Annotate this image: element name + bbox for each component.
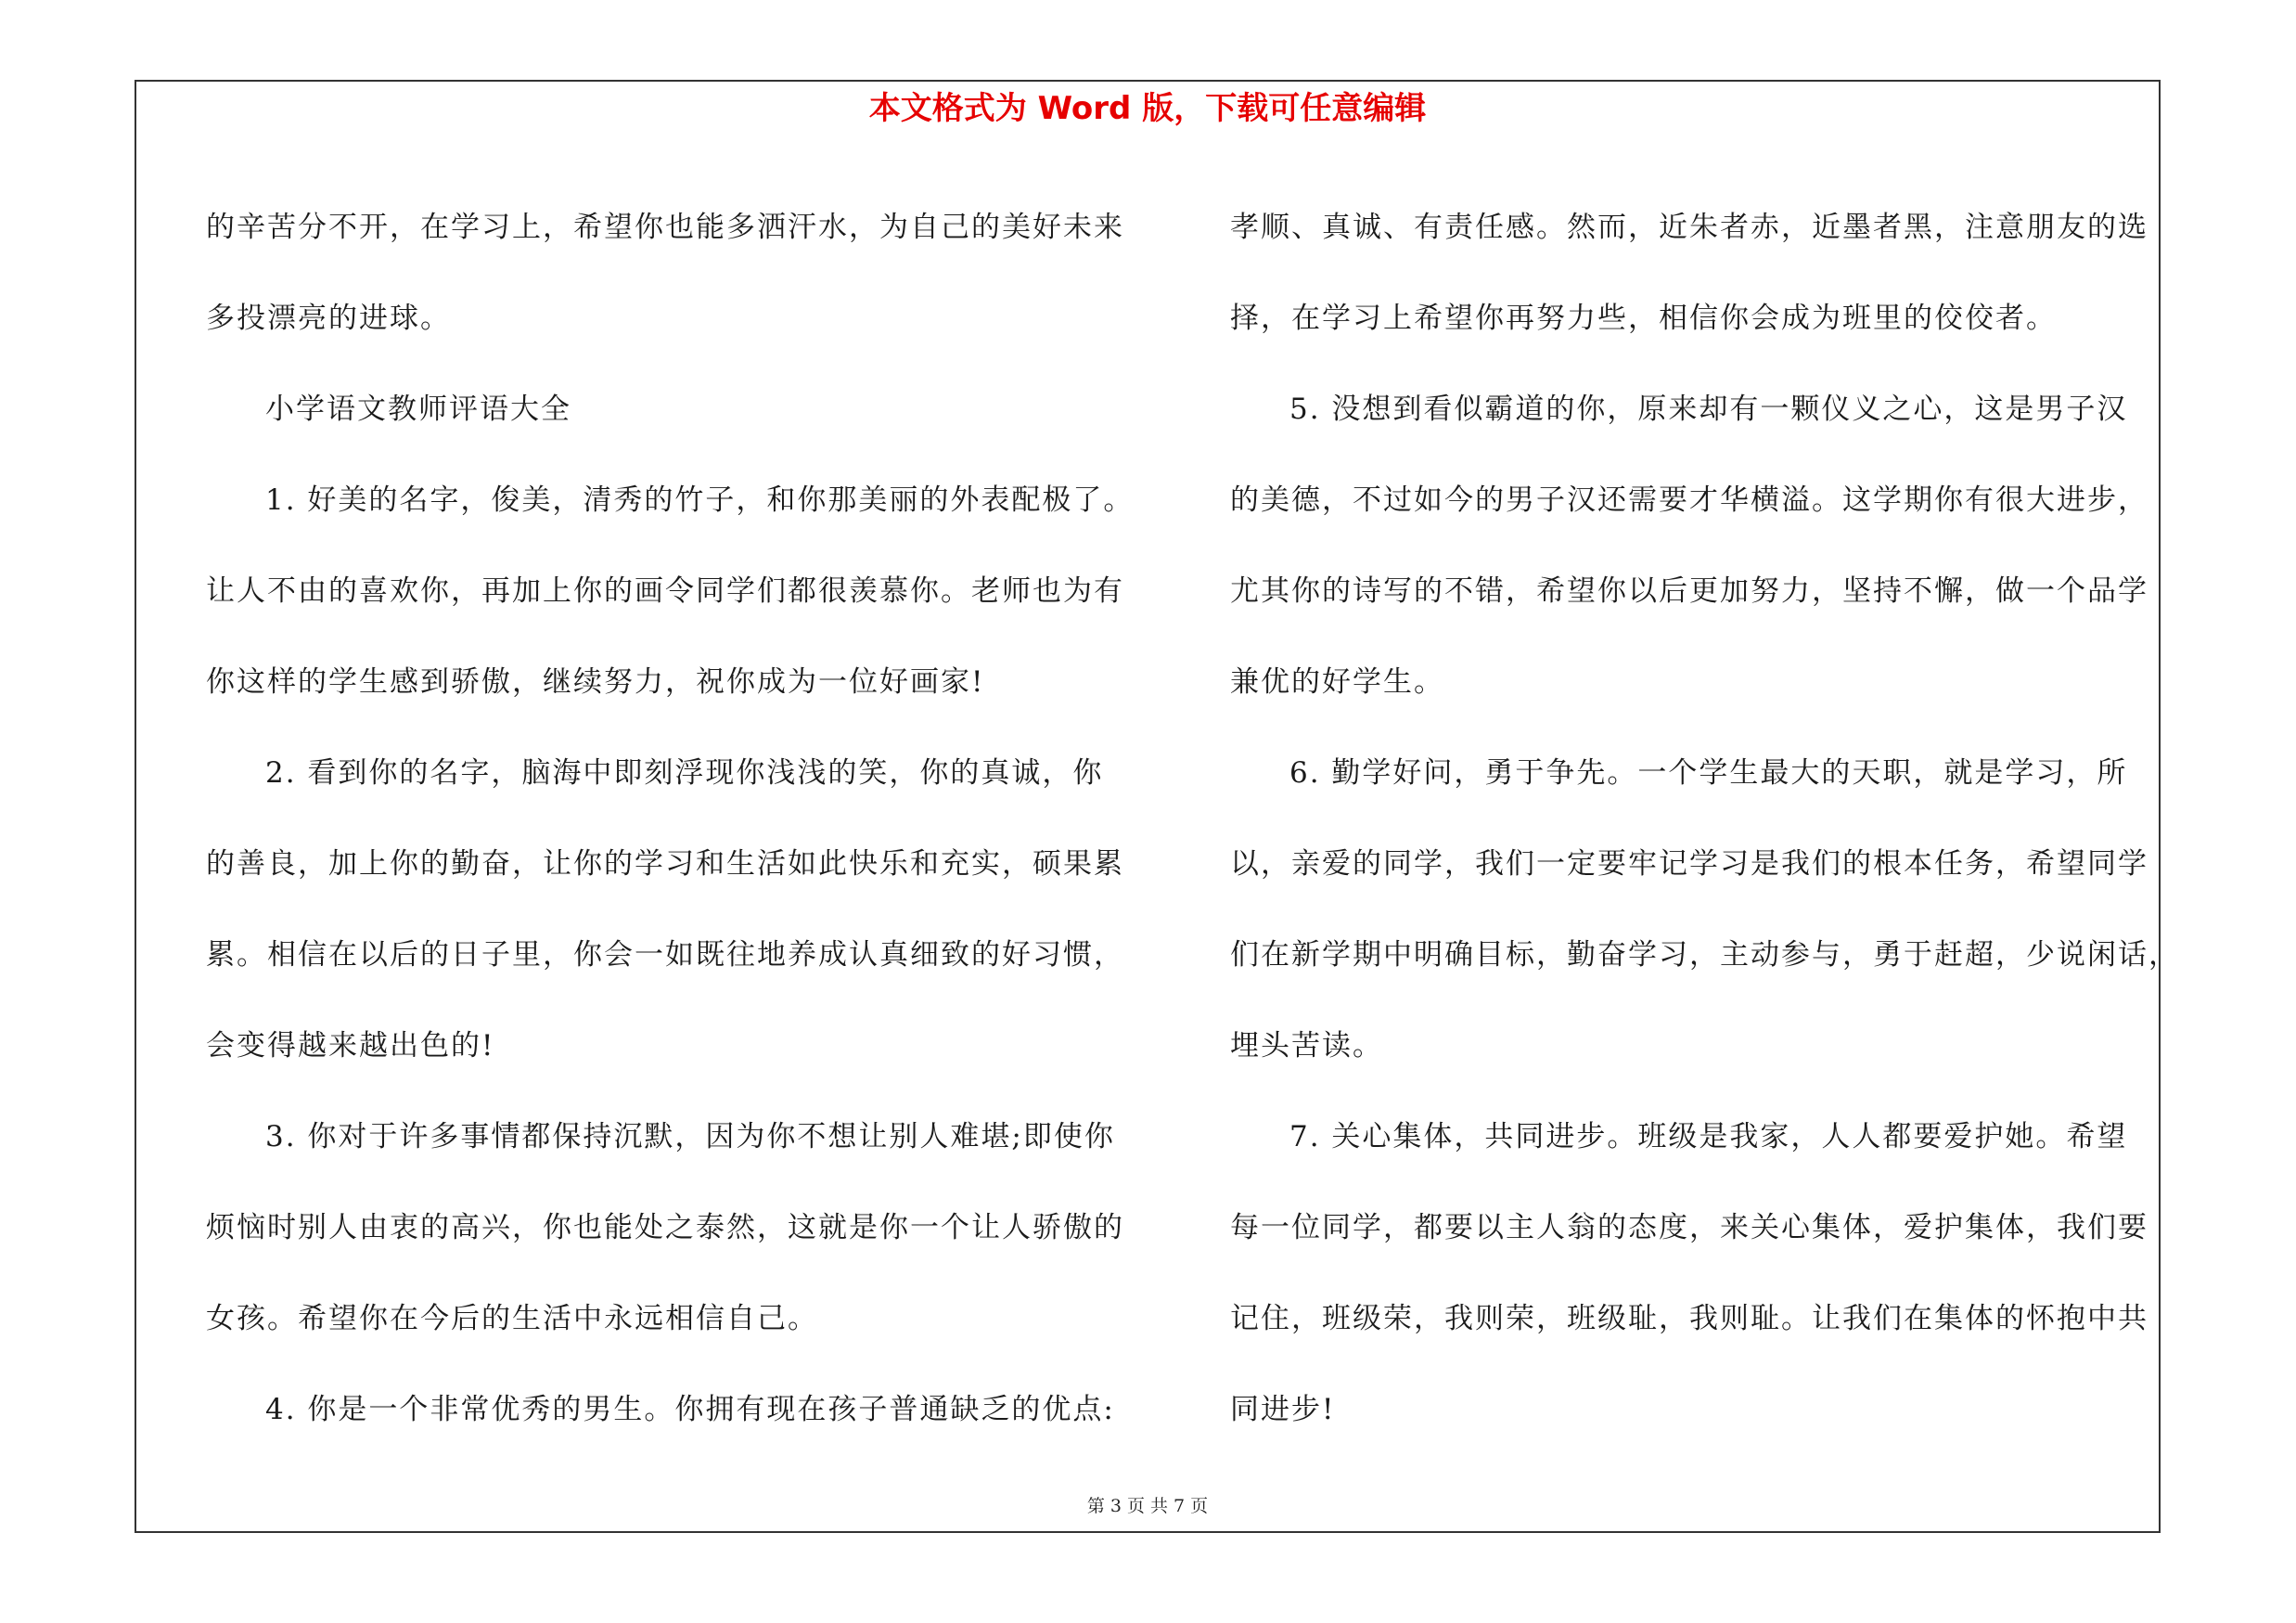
text-line: 以，亲爱的同学，我们一定要牢记学习是我们的根本任务，希望同学: [1230, 847, 2148, 881]
text-line: 2. 看到你的名字，脑海中即刻浮现你浅浅的笑，你的真诚，你: [265, 756, 1104, 790]
text-line: 孝顺、真诚、有责任感。然而，近朱者赤，近墨者黑，注意朋友的选: [1230, 211, 2148, 244]
text-line: 的美德，不过如今的男子汉还需要才华横溢。这学期你有很大进步，: [1230, 483, 2148, 517]
text-line: 多投漂亮的进球。: [206, 302, 451, 335]
section-heading: 小学语文教师评语大全: [265, 393, 571, 426]
text-line: 埋头苦读。: [1230, 1029, 1383, 1063]
text-line: 7. 关心集体，共同进步。班级是我家，人人都要爱护她。希望: [1289, 1120, 2128, 1153]
text-line: 的辛苦分不开，在学习上，希望你也能多洒汗水，为自己的美好未来: [206, 211, 1124, 244]
text-line: 让人不由的喜欢你，再加上你的画令同学们都很羡慕你。老师也为有: [206, 574, 1124, 608]
right-column: [1230, 182, 2179, 1455]
text-line: 5. 没想到看似霸道的你，原来却有一颗仪义之心，这是男子汉: [1289, 393, 2128, 426]
page-number: 第 3 页 共 7 页: [1086, 1496, 1209, 1516]
text-line: 累。相信在以后的日子里，你会一如既往地养成认真细致的好习惯，: [206, 938, 1124, 972]
text-line: 尤其你的诗写的不错，希望你以后更加努力，坚持不懈，做一个品学: [1230, 574, 2148, 608]
text-line: 3. 你对于许多事情都保持沉默，因为你不想让别人难堪;即使你: [265, 1120, 1115, 1153]
text-line: 们在新学期中明确目标，勤奋学习，主动参与，勇于赶超，少说闲话，: [1230, 938, 2179, 972]
text-line: 记住，班级荣，我则荣，班级耻，我则耻。让我们在集体的怀抱中共: [1230, 1302, 2148, 1335]
text-line: 的善良，加上你的勤奋，让你的学习和生活如此快乐和充实，硕果累: [206, 847, 1124, 881]
format-banner: 本文格式为 Word 版，下载可任意编辑: [868, 90, 1427, 127]
text-line: 1. 好美的名字，俊美，清秀的竹子，和你那美丽的外表配极了。: [265, 483, 1135, 517]
text-line: 你这样的学生感到骄傲，继续努力，祝你成为一位好画家!: [206, 665, 985, 699]
left-column: [206, 182, 1143, 1455]
text-line: 女孩。希望你在今后的生活中永远相信自己。: [206, 1302, 818, 1335]
text-line: 择，在学习上希望你再努力些，相信你会成为班里的佼佼者。: [1230, 302, 2057, 335]
text-line: 兼优的好学生。: [1230, 665, 1444, 699]
text-line: 烦恼时别人由衷的高兴，你也能处之泰然，这就是你一个让人骄傲的: [206, 1211, 1124, 1244]
text-line: 会变得越来越出色的!: [206, 1029, 495, 1063]
text-line: 4. 你是一个非常优秀的男生。你拥有现在孩子普通缺乏的优点:: [265, 1393, 1115, 1426]
text-line: 每一位同学，都要以主人翁的态度，来关心集体，爱护集体，我们要: [1230, 1211, 2148, 1244]
text-line: 6. 勤学好问，勇于争先。一个学生最大的天职，就是学习，所: [1289, 756, 2128, 790]
text-line: 同进步!: [1230, 1393, 1336, 1426]
